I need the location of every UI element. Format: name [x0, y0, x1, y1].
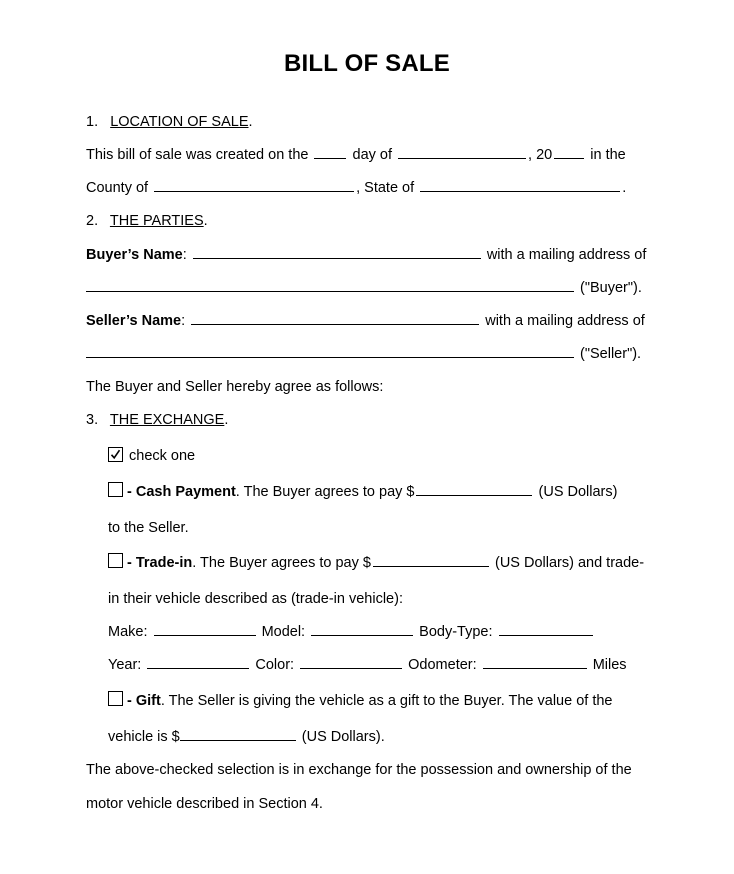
location-of-sale-heading: LOCATION OF SALE [110, 114, 249, 130]
trade-in-amount-field[interactable] [373, 553, 489, 567]
buyer-address-field[interactable] [86, 278, 574, 292]
make-field[interactable] [154, 622, 256, 636]
buyer-name-line: Buyer’s Name: with a mailing address of [86, 247, 647, 263]
vehicle-make-model-line: Make: Model: Body-Type: [108, 622, 595, 642]
section-2-heading: 2. THE PARTIES. [86, 213, 208, 229]
state-field[interactable] [420, 178, 620, 192]
document-title: BILL OF SALE [284, 50, 450, 77]
month-field[interactable] [398, 145, 526, 159]
cash-payment-line-2: to the Seller. [108, 520, 189, 536]
seller-address-line: ("Seller"). [86, 344, 641, 364]
day-field[interactable] [314, 145, 346, 159]
trade-in-checkbox[interactable] [108, 553, 123, 568]
buyer-address-line: ("Buyer"). [86, 278, 642, 298]
agreement-statement: The Buyer and Seller hereby agree as follows: [86, 379, 384, 395]
trade-in-line-2: in their vehicle described as (trade-in vehicle): [108, 591, 403, 607]
closing-statement-1: The above-checked selection is in exchange for the possession and ownership of the [86, 762, 632, 778]
model-field[interactable] [311, 622, 413, 636]
county-field[interactable] [154, 178, 354, 192]
cash-payment-line: - Cash Payment. The Buyer agrees to pay $ (US Dollars) [108, 482, 617, 502]
body-type-field[interactable] [499, 622, 593, 636]
cash-payment-checkbox[interactable] [108, 482, 123, 497]
the-exchange-heading: THE EXCHANGE [109, 412, 225, 428]
odometer-field[interactable] [483, 655, 587, 669]
year-vehicle-field[interactable] [147, 655, 249, 669]
gift-line: - Gift. The Seller is giving the vehicle as a gift to the Buyer. The value of the [108, 691, 612, 711]
seller-address-field[interactable] [86, 344, 574, 358]
sale-date-line: This bill of sale was created on the day of , 20 in the [86, 147, 626, 163]
section-1-heading: 1. LOCATION OF SALE. [86, 114, 253, 130]
check-one-line: check one [108, 446, 195, 466]
county-state-line: County of , State of . [86, 180, 627, 196]
seller-name-field[interactable] [191, 311, 479, 325]
section-3-heading: 3. THE EXCHANGE. [86, 412, 229, 428]
buyer-name-field[interactable] [193, 245, 481, 259]
the-parties-heading: THE PARTIES [109, 213, 204, 229]
year-field[interactable] [554, 145, 584, 159]
seller-name-line: Seller’s Name: with a mailing address of [86, 313, 645, 329]
cash-amount-field[interactable] [416, 482, 532, 496]
checked-checkbox-icon [108, 447, 123, 462]
closing-statement-2: motor vehicle described in Section 4. [86, 796, 323, 812]
vehicle-year-color-line: Year: Color: Odometer: Miles [108, 657, 627, 673]
trade-in-line: - Trade-in. The Buyer agrees to pay $ (US Dollars) and trade- [108, 553, 644, 573]
color-field[interactable] [300, 655, 402, 669]
gift-value-field[interactable] [180, 727, 296, 741]
gift-value-line: vehicle is $ (US Dollars). [108, 729, 385, 745]
gift-checkbox[interactable] [108, 691, 123, 706]
